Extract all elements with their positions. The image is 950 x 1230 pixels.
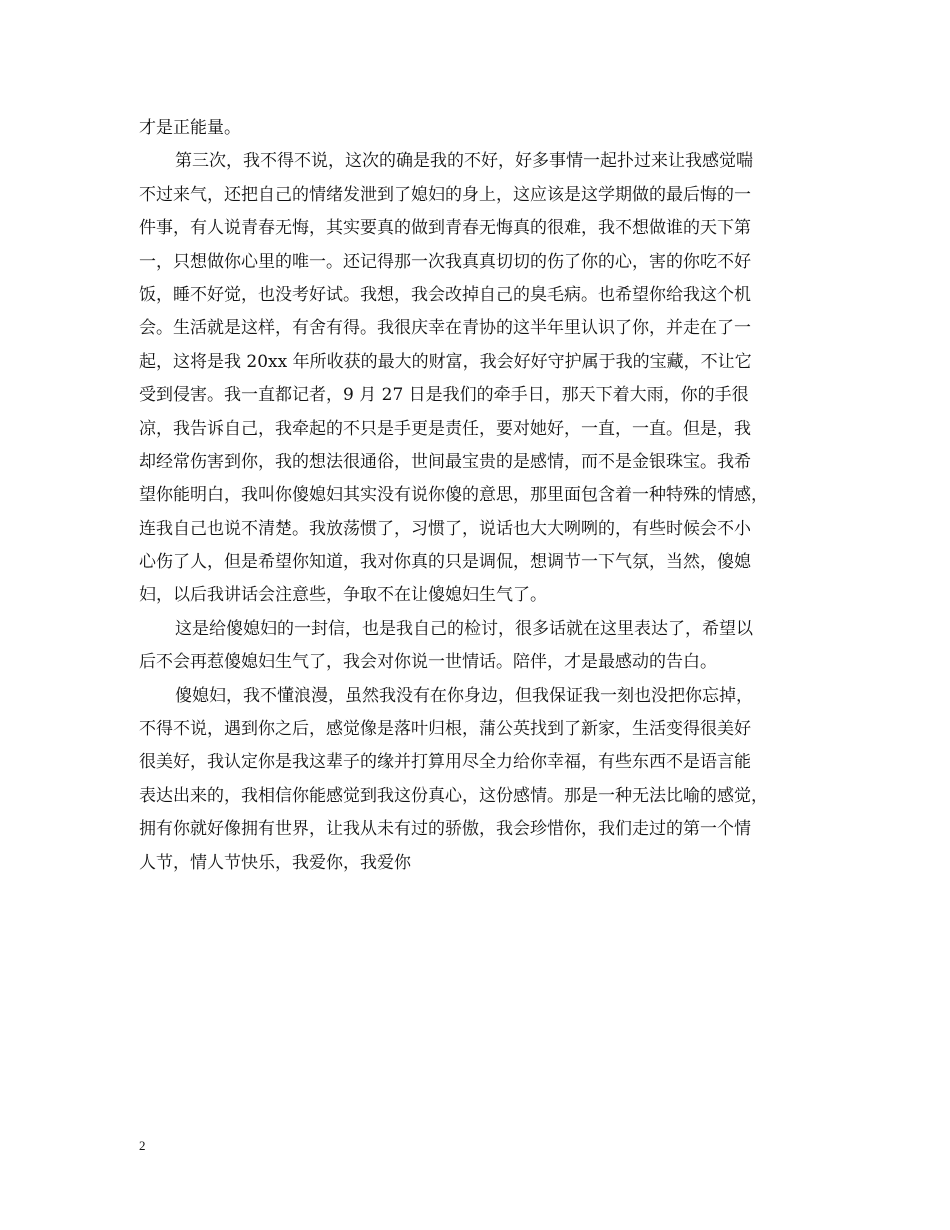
text-line: 饭，睡不好觉，也没考好试。我想，我会改掉自己的臭毛病。也希望你给我这个机 (139, 284, 751, 305)
text-line: 一，只想做你心里的唯一。还记得那一次我真真切切的伤了你的心，害的你吃不好 (139, 251, 751, 272)
text-line: 表达出来的，我相信你能感觉到我这份真心，这份感情。那是一种无法比喻的感觉， (139, 785, 768, 806)
text-line: 妇，以后我讲话会注意些，争取不在让傻媳妇生气了。 (139, 585, 547, 606)
text-line: 人节，情人节快乐，我爱你，我爱你 (139, 852, 411, 873)
text-line: 会。生活就是这样，有舍有得。我很庆幸在青协的这半年里认识了你，并走在了一 (139, 318, 751, 339)
text-line: 后不会再惹傻媳妇生气了，我会对你说一世情话。陪伴，才是最感动的告白。 (139, 652, 717, 673)
text-line: 件事，有人说青春无悔，其实要真的做到青春无悔真的很难，我不想做谁的天下第 (139, 218, 751, 239)
text-line: 拥有你就好像拥有世界，让我从未有过的骄傲，我会珍惜你，我们走过的第一个情 (139, 819, 751, 840)
text-line: 起，这将是我 20xx 年所收获的最大的财富，我会好好守护属于我的宝藏，不让它 (139, 351, 752, 372)
text-line: 才是正能量。 (139, 118, 241, 138)
page-number: 2 (139, 1138, 146, 1153)
text-line: 却经常伤害到你，我的想法很通俗，世间最宝贵的是感情，而不是金银珠宝。我希 (139, 451, 751, 472)
paragraph-start-line: 这是给傻媳妇的一封信，也是我自己的检讨，很多话就在这里表达了，希望以 (175, 618, 753, 639)
text-line: 凉，我告诉自己，我牵起的不只是手更是责任，要对她好，一直，一直。但是，我 (139, 418, 751, 439)
text-line: 不过来气，还把自己的情绪发泄到了媳妇的身上，这应该是这学期做的最后悔的一 (139, 184, 751, 205)
text-line: 很美好，我认定你是我这辈子的缘并打算用尽全力给你幸福，有些东西不是语言能 (139, 752, 751, 773)
paragraph-start-line: 傻媳妇，我不懂浪漫，虽然我没有在你身边，但我保证我一刻也没把你忘掉， (175, 685, 753, 706)
text-line: 受到侵害。我一直都记者，9 月 27 日是我们的牵手日，那天下着大雨，你的手很 (139, 385, 749, 406)
paragraph-start-line: 第三次，我不得不说，这次的确是我的不好，好多事情一起扑过来让我感觉喘 (175, 151, 753, 172)
text-line: 连我自己也说不清楚。我放荡惯了，习惯了，说话也大大咧咧的，有些时候会不小 (139, 518, 751, 539)
text-line: 心伤了人，但是希望你知道，我对你真的只是调侃，想调节一下气氛，当然，傻媳 (139, 552, 751, 573)
text-line: 望你能明白，我叫你傻媳妇其实没有说你傻的意思，那里面包含着一种特殊的情感， (139, 485, 768, 506)
text-line: 不得不说，遇到你之后，感觉像是落叶归根，蒲公英找到了新家，生活变得很美好 (139, 719, 751, 740)
letter-body (139, 112, 821, 880)
